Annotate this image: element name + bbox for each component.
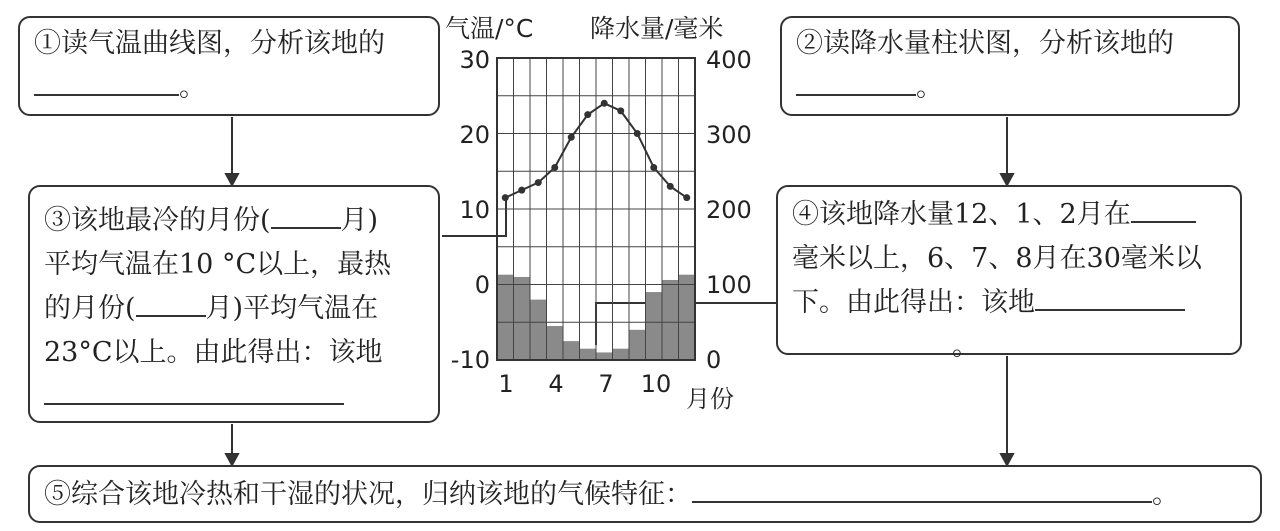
temp-point-month-2 [518,187,525,194]
left-tick-10: 10 [459,196,490,224]
precip-bar-month-1 [497,275,514,360]
climate-feature-blank[interactable] [692,475,1152,503]
temp-point-month-9 [634,130,641,137]
left-tick-30: 30 [459,46,490,74]
arrow-1-to-3-head [226,174,238,185]
hottest-month-blank[interactable] [136,289,206,317]
temperature-axis-title: 气温/°C [445,14,534,43]
temp-point-month-10 [650,164,657,171]
left-tick-minus10: -10 [450,346,490,374]
month-tick-4: 4 [548,370,564,398]
temp-point-month-11 [667,183,674,190]
task3-line1b: 月) [340,205,379,236]
task1-period: 。 [179,72,206,103]
task4-line2: 毫米以上，6、7、8月在30毫米以 [792,243,1202,274]
right-tick-200: 200 [706,196,752,224]
right-tick-0: 0 [706,346,722,374]
task3-answer-blank[interactable] [44,377,344,405]
task1-text: ①读气温曲线图，分析该地的 [34,28,385,59]
task3-line2: 平均气温在10 °C以上，最热 [44,249,392,280]
task2-period: 。 [916,72,943,103]
temp-point-month-1 [502,194,509,201]
task-box-2 [780,16,1240,116]
task3-line3a: 的月份( [44,293,136,324]
arrow-4-to-5-head [1001,454,1013,465]
month-tick-7: 7 [598,370,614,398]
temp-point-month-7 [601,100,608,107]
temp-point-month-12 [683,194,690,201]
precipitation-axis-title: 降水量/毫米 [590,14,724,43]
winter-precip-blank[interactable] [1131,195,1196,223]
temp-point-month-6 [584,111,591,118]
precip-bar-month-7 [596,352,613,360]
right-tick-400: 400 [706,46,752,74]
task4-answer-blank-1[interactable] [1035,283,1185,311]
precip-bar-month-6 [580,349,597,360]
task2-answer-blank[interactable] [796,68,916,96]
precip-bar-month-10 [646,292,663,360]
task-box-3 [28,185,440,423]
precip-bar-month-12 [679,275,696,360]
task2-text: ②读降水量柱状图，分析该地的 [796,28,1174,59]
right-tick-100: 100 [706,271,752,299]
temp-point-month-4 [551,164,558,171]
task3-line1a: ③该地最冷的月份( [44,205,271,236]
right-tick-300: 300 [706,121,752,149]
month-tick-10: 10 [640,370,672,398]
precip-bar-month-3 [530,300,547,360]
task5-text: ⑤综合该地冷热和干湿的状况，归纳该地的气候特征： [44,479,692,510]
temp-point-month-3 [535,179,542,186]
arrow-2-to-4-head [1001,174,1013,185]
left-tick-20: 20 [459,121,490,149]
coldest-month-blank[interactable] [271,201,341,229]
task3-line4: 23°C以上。由此得出：该地 [44,337,383,368]
left-tick-0: 0 [474,271,490,299]
task5-period: 。 [1152,479,1179,510]
month-tick-1: 1 [498,370,514,398]
task-box-4 [776,185,1242,362]
month-axis-title: 月份 [686,385,734,413]
task3-line3b: 月)平均气温在 [205,293,379,324]
arrow-3-to-5-head [226,454,238,465]
task4-period: 。 [952,331,979,362]
task-box-5 [28,465,1262,523]
task4-line1: ④该地降水量12、1、2月在 [792,199,1131,230]
precip-bar-month-8 [613,349,630,360]
task4-line3: 下。由此得出：该地 [792,287,1035,318]
task4-answer-blank-2[interactable] [792,327,952,355]
task1-answer-blank[interactable] [34,68,179,96]
precip-bar-month-2 [514,277,531,360]
precip-bar-month-4 [547,326,564,360]
precip-bar-month-11 [662,280,679,360]
precip-bar-month-5 [563,341,580,360]
temp-point-month-5 [568,134,575,141]
temp-point-month-8 [617,107,624,114]
precip-bar-month-9 [629,330,646,360]
task-box-1 [18,16,440,116]
